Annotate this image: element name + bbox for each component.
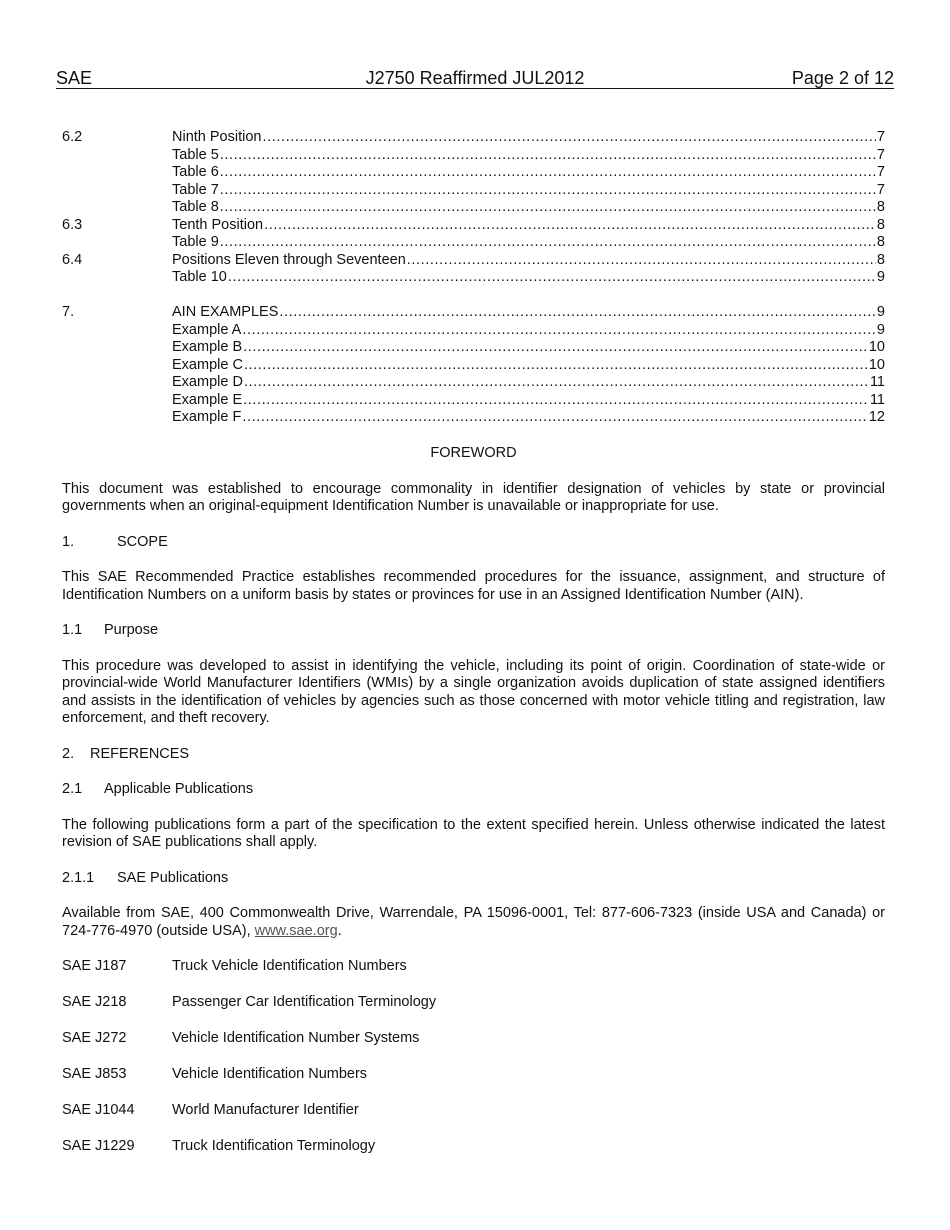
toc-row — [62, 217, 885, 235]
toc-leader — [243, 339, 868, 357]
table-of-contents — [62, 129, 885, 427]
purpose-text: This procedure was developed to assist in identifying the vehicle, including its point of origin. Coordination of state-wide or provincial-wide World Manufacturer Identifiers (WMIs) by a single organization avoids duplication of state assigned identifiers and assists in the identification of vehicles by agencies such as those concerned with motor vehicle titling and registration, law enforcement, and theft recovery. — [62, 657, 885, 726]
toc-row — [62, 339, 885, 357]
foreword-text: This document was established to encourage commonality in identifier designation of vehicles by state or provincial governments when an original-equipment Identification Number is unavailable or inappropriate for use. — [62, 480, 885, 514]
toc-leader — [279, 304, 876, 322]
reference-title: Truck Identification Terminology — [172, 1138, 376, 1154]
toc-leader — [243, 392, 869, 410]
section-heading-scope — [62, 534, 885, 552]
reference-title: World Manufacturer Identifier — [172, 1102, 359, 1118]
toc-page: 11 — [869, 391, 885, 408]
section-number: 2.1 — [62, 781, 83, 797]
applicable-text: The following publications form a part of the specification to the extent specified herein. Unless otherwise indicated the latest revision of SAE publications shall apply. — [62, 816, 885, 850]
section-title: Purpose — [104, 622, 159, 638]
toc-title: Ninth Position — [172, 129, 262, 145]
toc-page: 11 — [869, 374, 885, 390]
toc-leader — [407, 252, 876, 270]
toc-leader — [220, 147, 876, 165]
toc-page: 7 — [876, 146, 885, 163]
toc-title: Example A — [172, 321, 242, 338]
toc-row — [62, 182, 885, 200]
toc-page: 7 — [876, 181, 885, 198]
toc-title: Table 8 — [172, 199, 219, 215]
toc-title: Table 10 — [172, 269, 227, 285]
toc-page: 9 — [876, 269, 885, 285]
toc-leader — [242, 322, 876, 340]
toc-leader — [220, 199, 876, 217]
toc-page: 9 — [876, 321, 885, 338]
toc-title: Example E — [172, 391, 243, 408]
toc-row — [62, 392, 885, 410]
toc-leader — [228, 269, 876, 287]
toc-row — [62, 322, 885, 340]
section-title: SAE Publications — [117, 869, 229, 886]
toc-title: Table 7 — [172, 181, 219, 198]
foreword-heading: FOREWORD — [430, 445, 517, 461]
reference-title: Vehicle Identification Number Systems — [172, 1030, 420, 1046]
toc-title: Example D — [172, 374, 243, 390]
toc-row — [62, 164, 885, 182]
section-number: 1. — [62, 533, 75, 550]
toc-page: 8 — [876, 251, 885, 268]
toc-number: 6.2 — [62, 129, 83, 145]
toc-number: 6.3 — [62, 216, 83, 233]
document-body — [62, 445, 885, 1174]
reference-code: SAE J1229 — [62, 1138, 135, 1154]
toc-row — [62, 252, 885, 270]
section-heading-applicable — [62, 781, 885, 799]
header-page-number: Page 2 of 12 — [791, 68, 894, 88]
toc-page: 7 — [876, 164, 885, 180]
toc-row — [62, 199, 885, 217]
toc-page: 9 — [876, 304, 885, 320]
toc-title: Table 5 — [172, 146, 219, 163]
toc-title: Example C — [172, 356, 243, 373]
toc-row — [62, 409, 885, 427]
reference-item — [62, 994, 885, 1012]
toc-number: 6.4 — [62, 251, 83, 268]
toc-leader — [244, 374, 869, 392]
reference-code: SAE J853 — [62, 1066, 127, 1082]
toc-leader — [220, 234, 876, 252]
reference-title: Passenger Car Identification Terminology — [172, 994, 437, 1010]
reference-code: SAE J187 — [62, 958, 127, 974]
toc-leader — [264, 217, 876, 235]
toc-row — [62, 147, 885, 165]
reference-item — [62, 1102, 885, 1120]
header-org: SAE — [56, 68, 93, 88]
toc-row — [62, 374, 885, 392]
section-title: SCOPE — [117, 533, 168, 550]
toc-page: 10 — [868, 356, 885, 373]
reference-item — [62, 1138, 885, 1156]
section-title: Applicable Publications — [104, 781, 254, 797]
toc-leader — [242, 409, 868, 427]
section-heading-references — [62, 746, 885, 764]
toc-leader — [262, 129, 875, 147]
section-title: REFERENCES — [90, 745, 190, 762]
toc-leader — [244, 357, 868, 375]
toc-row — [62, 357, 885, 375]
sae-publications-text: Available from SAE, 400 Commonwealth Drive, Warrendale, PA 15096-0001, Tel: 877-606-7323 (inside USA and Canada) or 724-776-4970 (outside USA), www.sae.org. — [62, 905, 885, 939]
section-heading-sae-publications — [62, 870, 885, 888]
toc-title: Table 9 — [172, 234, 219, 250]
reference-code: SAE J1044 — [62, 1102, 135, 1118]
toc-page: 8 — [876, 199, 885, 215]
reference-code: SAE J218 — [62, 994, 127, 1010]
toc-page: 12 — [868, 409, 885, 425]
toc-title: AIN EXAMPLES — [172, 304, 279, 320]
toc-title: Table 6 — [172, 164, 219, 180]
reference-title: Vehicle Identification Numbers — [172, 1066, 368, 1082]
page-header — [56, 68, 894, 89]
toc-page: 8 — [876, 216, 885, 233]
toc-title: Tenth Position — [172, 216, 264, 233]
toc-number: 7. — [62, 304, 75, 320]
section-heading-purpose — [62, 622, 885, 640]
section-number: 1.1 — [62, 622, 83, 638]
toc-row — [62, 234, 885, 252]
reference-item — [62, 1066, 885, 1084]
toc-leader — [220, 164, 876, 182]
toc-row — [62, 269, 885, 287]
reference-item — [62, 1030, 885, 1048]
toc-leader — [220, 182, 876, 200]
toc-title: Example F — [172, 409, 242, 425]
toc-title: Example B — [172, 339, 243, 355]
reference-code: SAE J272 — [62, 1030, 127, 1046]
section-number: 2. — [62, 745, 75, 762]
toc-page: 7 — [876, 129, 885, 145]
header-doc-id: J2750 Reaffirmed JUL2012 — [365, 68, 585, 88]
section-number: 2.1.1 — [62, 869, 95, 886]
toc-title: Positions Eleven through Seventeen — [172, 251, 406, 268]
toc-page: 8 — [876, 234, 885, 250]
toc-row — [62, 129, 885, 147]
sae-website-link[interactable]: www.sae.org — [254, 922, 338, 939]
reference-title: Truck Vehicle Identification Numbers — [172, 958, 407, 974]
reference-item — [62, 958, 885, 976]
toc-row — [62, 304, 885, 322]
scope-text: This SAE Recommended Practice establishes recommended procedures for the issuance, assignment, and structure of Identification Numbers on a uniform basis by states or provinces for use in an Assigned Identification Number (AIN). — [62, 569, 885, 603]
toc-page: 10 — [868, 339, 885, 355]
